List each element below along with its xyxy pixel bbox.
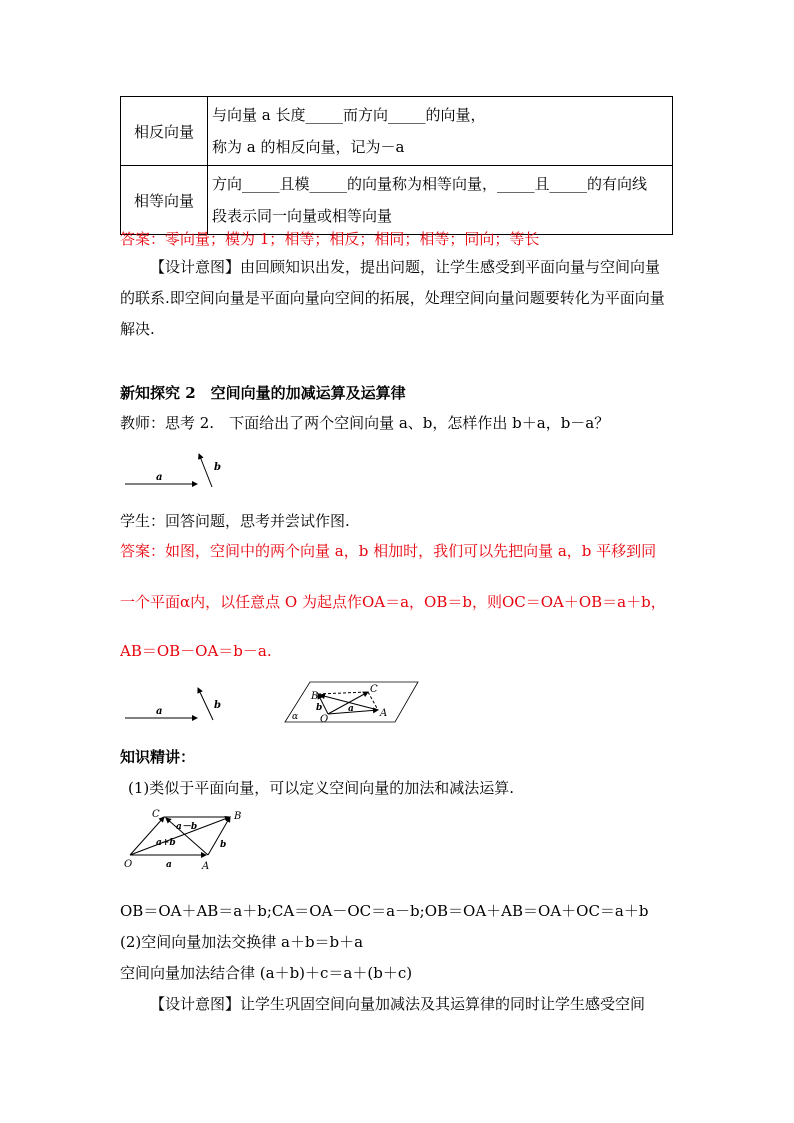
teacher-question: 教师：思考 2. 下面给出了两个空间向量 a、b，怎样作出 b＋a，b－a？ [120, 414, 610, 432]
answer-text: 答案：零向量；模为 1；相等；相反；相同；相等；同向；等长 [120, 230, 540, 248]
label-a: a [166, 860, 172, 870]
label-A: A [380, 708, 388, 719]
label-A: A [202, 861, 210, 872]
label-b: b [214, 462, 221, 473]
label-a: a [156, 706, 163, 717]
label-O: O [320, 714, 329, 725]
label-a-plus-b: a+b [156, 838, 176, 848]
knowledge-title: 知识精讲： [120, 748, 196, 766]
table-row [121, 166, 673, 235]
answer2-line1: 答案：如图，空间中的两个向量 a，b 相加时，我们可以先把向量 a，b 平移到同 [120, 542, 657, 560]
label-a-minus-b: a－b [176, 822, 198, 832]
vector-formula: OB＝OA＋AB＝a＋b;CA＝OA－OC＝a－b;OB＝OA＋AB＝OA＋OC＝a＋b [120, 902, 649, 920]
parallelogram-figure [120, 805, 260, 875]
cell-line: 方向_____且模_____的向量称为相等向量，_____且_____的有向线 [212, 175, 648, 193]
label-b: b [220, 840, 227, 850]
label-B: B [234, 811, 242, 822]
section-title: 新知探究 2 空间向量的加减运算及运算律 [120, 384, 406, 402]
vector-figure-2 [120, 678, 430, 728]
vector-OC [130, 817, 164, 855]
table-header-cell: 相等向量 [121, 166, 208, 235]
vector-figure-1 [120, 445, 230, 495]
label-b: b [214, 700, 221, 711]
vector-b-arrow [199, 454, 212, 487]
answer2-line3: AB＝OB－OA＝b－a. [120, 642, 272, 660]
label-C: C [370, 684, 378, 695]
knowledge-point-2: (2)空间向量加法交换律 a＋b＝b＋a [120, 933, 364, 951]
label-a: a [348, 704, 354, 714]
student-response: 学生：回答问题，思考并尝试作图. [120, 512, 350, 530]
label-a: a [156, 472, 163, 483]
knowledge-point-1: (1)类似于平面向量，可以定义空间向量的加法和减法运算. [128, 779, 515, 797]
definition-table [120, 96, 673, 235]
label-b: b [316, 703, 323, 713]
plane-alpha [285, 682, 418, 722]
label-O: O [124, 859, 133, 870]
table-content-cell [208, 97, 673, 166]
label-alpha: α [292, 712, 299, 722]
table-content-cell [208, 166, 673, 235]
label-C: C [152, 809, 160, 820]
table-row [121, 97, 673, 166]
vector-AB [208, 817, 230, 855]
vector-b-arrow [198, 688, 213, 720]
cell-line: 与向量 a 长度_____而方向_____的向量， [212, 106, 486, 124]
design-intent-paragraph: 【设计意图】由回顾知识出发，提出问题，让学生感受到平面向量与空间向量的联系.即空间向量是平面向量向空间的拓展，处理空间向量问题要转化为平面向量解决. [120, 258, 665, 338]
cell-line: 称为 a 的相反向量，记为－a [212, 138, 405, 156]
cell-line: 段表示同一向量或相等向量 [212, 207, 393, 225]
answer2-line2: 一个平面α内，以任意点 O 为起点作OA＝a，OB＝b，则OC＝OA＋OB＝a＋b， [120, 593, 666, 611]
table-header-cell: 相反向量 [121, 97, 208, 166]
design-intent-2: 【设计意图】让学生巩固空间向量加减法及其运算律的同时让学生感受空间 [150, 995, 646, 1013]
edge-BC [318, 692, 368, 694]
knowledge-point-3: 空间向量加法结合律 (a＋b)＋c＝a＋(b＋c) [120, 964, 413, 982]
label-B: B [311, 691, 319, 702]
